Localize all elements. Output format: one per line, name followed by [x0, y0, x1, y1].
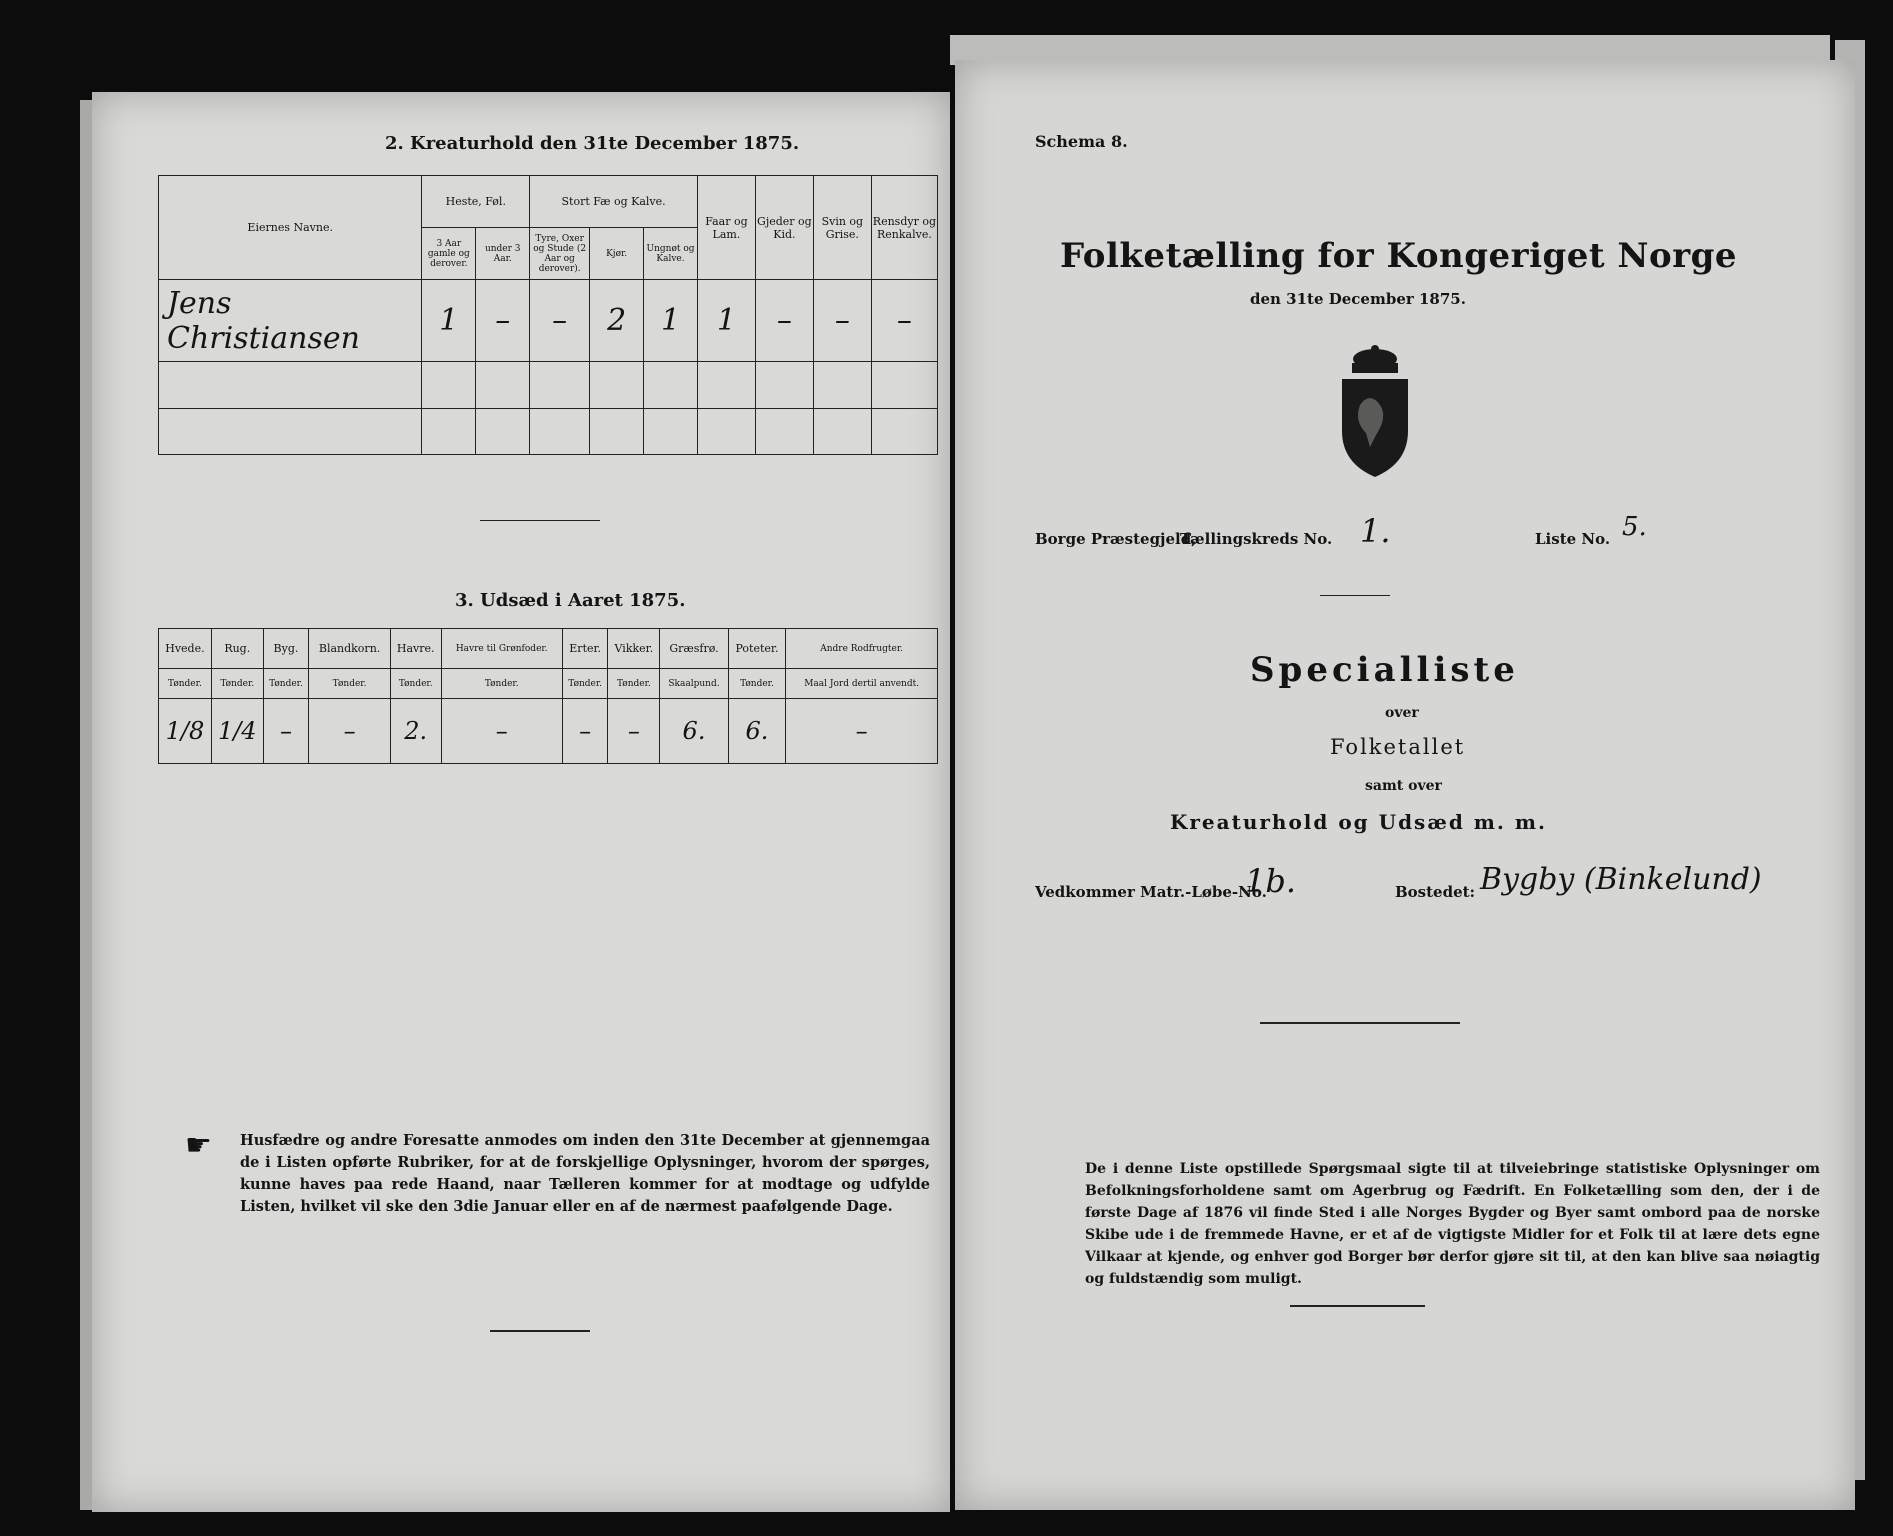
divider [480, 520, 600, 521]
divider [1290, 1305, 1425, 1307]
seed-unit: Tønder. [562, 669, 608, 699]
livestock-value: – [755, 280, 813, 362]
seed-unit: Tønder. [390, 669, 441, 699]
bosted-value: Bygby (Binkelund) [1480, 862, 1762, 897]
seed-value: – [441, 699, 562, 764]
divider [1260, 1022, 1460, 1024]
header-rensdyr: Rensdyr og Renkalve. [871, 176, 937, 280]
kreds-value: 1. [1360, 512, 1391, 550]
over-text: over [1385, 705, 1419, 721]
seed-value: 6. [728, 699, 786, 764]
seed-unit: Tønder. [159, 669, 212, 699]
document-title: Folketælling for Kongeriget Norge [1060, 236, 1738, 276]
name-header: Eiernes Navne. [159, 176, 422, 280]
prestegjeld-label: Borge Præstegjeld, [1035, 530, 1197, 548]
kreds-label: Tællingskreds No. [1180, 530, 1333, 548]
seed-unit: Tønder. [441, 669, 562, 699]
schema-label: Schema 8. [1035, 132, 1128, 151]
footer-text: De i denne Liste opstillede Spørgsmaal sigte til at tilveiebringe statistiske Oplysninger om Befolkningsforholdene samt om Agerbrug og Fædrift. En Folketælling som den, der i de første Dage af 1876 vil finde Sted i alle Norges Bygder og Byer samt ombord paa de norske Skibe ude i de fremmede Havne, er et af de vigtigste Midler for et Folk til at lære dets egne Vilkaar at kjende, og enhver god Borger bør derfor gjøre sit til, at den kan blive saa nøiagtig og fuldstændig som muligt. [1085, 1161, 1820, 1287]
seed-value: – [562, 699, 608, 764]
liste-value: 5. [1622, 512, 1647, 542]
seed-header: Rug. [211, 629, 263, 669]
sub-header: Tyre, Oxer og Stude (2 Aar og derover). [530, 228, 590, 280]
seed-header: Byg. [263, 629, 309, 669]
seed-header: Poteter. [728, 629, 786, 669]
seed-unit: Skaalpund. [660, 669, 728, 699]
sub-header: under 3 Aar. [476, 228, 530, 280]
seed-unit: Maal Jord dertil anvendt. [786, 669, 938, 699]
samt-over-text: samt over [1365, 778, 1442, 794]
document-date: den 31te December 1875. [1250, 290, 1466, 308]
seed-unit: Tønder. [608, 669, 660, 699]
sub-header: Ungnøt og Kalve. [644, 228, 698, 280]
liste-label: Liste No. [1535, 530, 1611, 548]
section2-title: 2. Kreaturhold den 31te December 1875. [385, 133, 800, 154]
folketallet-text: Folketallet [1330, 735, 1466, 759]
header-heste: Heste, Føl. [422, 176, 530, 228]
seed-value: – [263, 699, 309, 764]
pointing-hand-icon: ☛ [185, 1128, 212, 1163]
seed-unit: Tønder. [728, 669, 786, 699]
seed-value: – [786, 699, 938, 764]
header-svin: Svin og Grise. [813, 176, 871, 280]
seed-header: Hvede. [159, 629, 212, 669]
livestock-table [158, 175, 938, 455]
header-faar: Faar og Lam. [697, 176, 755, 280]
seed-table [158, 628, 938, 764]
seed-unit: Tønder. [211, 669, 263, 699]
bosted-label: Bostedet: [1395, 883, 1476, 901]
header-stort: Stort Fæ og Kalve. [530, 176, 698, 228]
livestock-value: 2 [590, 280, 644, 362]
seed-value: 6. [660, 699, 728, 764]
seed-header: Græsfrø. [660, 629, 728, 669]
livestock-value: 1 [422, 280, 476, 362]
seed-value: 1/8 [159, 699, 212, 764]
divider [1320, 595, 1390, 596]
table-row [159, 408, 938, 454]
livestock-value: 1 [644, 280, 698, 362]
seed-header: Vikker. [608, 629, 660, 669]
seed-value: – [608, 699, 660, 764]
table-row [159, 362, 938, 408]
livestock-value: 1 [697, 280, 755, 362]
seed-value: 1/4 [211, 699, 263, 764]
kreaturhold-text: Kreaturhold og Udsæd m. m. [1170, 810, 1547, 834]
seed-unit: Tønder. [263, 669, 309, 699]
matr-label: Vedkommer Matr.-Løbe-No. [1035, 883, 1267, 901]
table-row [159, 280, 938, 362]
seed-header: Havre til Grønfoder. [441, 629, 562, 669]
notice-text: Husfædre og andre Foresatte anmodes om inden den 31te December at gjennemgaa de i Listen opførte Rubriker, for at de forskjellige Oplysninger, hvorom der spørges, kunne haves paa rede Haand, naar Tælleren kommer for at modtage og udfylde Listen, hvilket vil ske den 3die Januar eller en af de nærmest paafølgende Dage. [240, 1132, 930, 1215]
spec-title: Specialliste [1250, 650, 1519, 690]
matr-value: 1b. [1245, 862, 1297, 900]
seed-header: Andre Rodfrugter. [786, 629, 938, 669]
sub-header: Kjør. [590, 228, 644, 280]
seed-header: Blandkorn. [309, 629, 391, 669]
seed-unit: Tønder. [309, 669, 391, 699]
header-gjeder: Gjeder og Kid. [755, 176, 813, 280]
sub-header: 3 Aar gamle og derover. [422, 228, 476, 280]
livestock-value: – [871, 280, 937, 362]
section3-title: 3. Udsæd i Aaret 1875. [455, 590, 686, 611]
livestock-value: – [813, 280, 871, 362]
seed-header: Havre. [390, 629, 441, 669]
livestock-value: – [530, 280, 590, 362]
coat-of-arms-icon [1330, 345, 1420, 485]
divider [490, 1330, 590, 1332]
seed-value: – [309, 699, 391, 764]
table-row [159, 699, 938, 764]
seed-value: 2. [390, 699, 441, 764]
owner-name: Jens Christiansen [159, 280, 422, 362]
seed-header: Erter. [562, 629, 608, 669]
livestock-value: – [476, 280, 530, 362]
